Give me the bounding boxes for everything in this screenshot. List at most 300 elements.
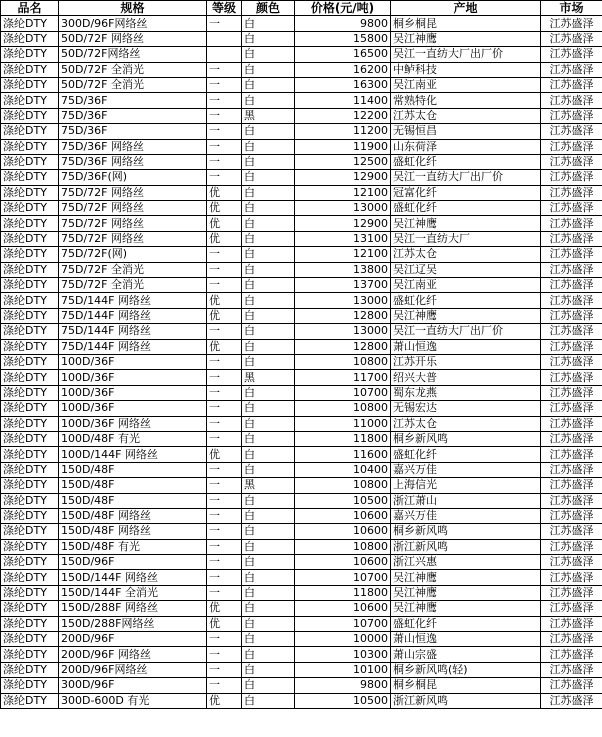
cell-color: 白 [242,31,295,46]
cell-name: 涤纶DTY [1,431,59,446]
table-row [1,139,602,154]
cell-name: 涤纶DTY [1,524,59,539]
table-row [1,262,602,277]
table-row [1,47,602,62]
cell-spec: 75D/144F 网络丝 [59,293,207,308]
table-row [1,201,602,216]
cell-color: 白 [242,47,295,62]
cell-name: 涤纶DTY [1,308,59,323]
cell-price: 10800 [295,478,391,493]
cell-market: 江苏盛泽 [541,201,602,216]
cell-price: 12800 [295,308,391,323]
cell-origin: 吴江神鹰 [391,585,541,600]
cell-grade: 优 [207,201,242,216]
cell-origin: 吴江神鹰 [391,308,541,323]
cell-market: 江苏盛泽 [541,308,602,323]
cell-grade: 一 [207,77,242,92]
cell-grade: 优 [207,601,242,616]
cell-spec: 75D/144F 网络丝 [59,324,207,339]
cell-price: 12500 [295,154,391,169]
cell-origin: 浙江兴惠 [391,555,541,570]
cell-name: 涤纶DTY [1,324,59,339]
cell-name: 涤纶DTY [1,278,59,293]
cell-grade: 一 [207,370,242,385]
cell-origin: 盛虹化纤 [391,293,541,308]
cell-origin: 桐乡新风鸣(轻) [391,662,541,677]
cell-market: 江苏盛泽 [541,77,602,92]
cell-spec: 75D/36F(网) [59,170,207,185]
cell-grade: 一 [207,385,242,400]
cell-origin: 浙江新风鸣 [391,539,541,554]
cell-color: 白 [242,616,295,631]
cell-grade: 优 [207,616,242,631]
table-row [1,77,602,92]
cell-market: 江苏盛泽 [541,278,602,293]
cell-market: 江苏盛泽 [541,585,602,600]
cell-grade: 优 [207,308,242,323]
cell-price: 10100 [295,662,391,677]
cell-spec: 50D/72F 全消光 [59,62,207,77]
cell-price: 10600 [295,508,391,523]
cell-market: 江苏盛泽 [541,647,602,662]
cell-color: 白 [242,570,295,585]
cell-name: 涤纶DTY [1,247,59,262]
table-row [1,16,602,31]
cell-price: 12900 [295,216,391,231]
cell-price: 10300 [295,647,391,662]
table-row [1,370,602,385]
cell-price: 11600 [295,447,391,462]
cell-spec: 100D/36F [59,385,207,400]
cell-origin: 江苏太仓 [391,108,541,123]
cell-grade: 优 [207,447,242,462]
cell-origin: 桐乡新风鸣 [391,431,541,446]
cell-market: 江苏盛泽 [541,632,602,647]
cell-spec: 75D/72F 网络丝 [59,201,207,216]
table-row [1,539,602,554]
cell-color: 白 [242,493,295,508]
cell-price: 11900 [295,139,391,154]
cell-grade: 优 [207,693,242,708]
cell-origin: 江苏太仓 [391,247,541,262]
cell-name: 涤纶DTY [1,339,59,354]
cell-price: 13000 [295,293,391,308]
cell-spec: 100D/144F 网络丝 [59,447,207,462]
cell-spec: 75D/36F [59,93,207,108]
cell-grade: 一 [207,462,242,477]
cell-color: 白 [242,632,295,647]
cell-price: 16500 [295,47,391,62]
cell-origin: 常熟特化 [391,93,541,108]
cell-grade: 一 [207,278,242,293]
cell-name: 涤纶DTY [1,508,59,523]
cell-origin: 桐乡桐昆 [391,678,541,693]
cell-grade: 优 [207,185,242,200]
cell-name: 涤纶DTY [1,462,59,477]
cell-price: 9800 [295,16,391,31]
cell-market: 江苏盛泽 [541,47,602,62]
cell-color: 白 [242,431,295,446]
cell-origin: 浙江新风鸣 [391,693,541,708]
cell-grade: 一 [207,647,242,662]
cell-spec: 75D/144F 网络丝 [59,308,207,323]
cell-price: 10600 [295,555,391,570]
table-row [1,678,602,693]
cell-name: 涤纶DTY [1,108,59,123]
cell-grade: 一 [207,416,242,431]
cell-origin: 蜀东龙燕 [391,385,541,400]
cell-color: 白 [242,508,295,523]
cell-color: 白 [242,62,295,77]
header-price: 价格(元/吨) [295,1,391,16]
cell-market: 江苏盛泽 [541,124,602,139]
cell-grade: 一 [207,662,242,677]
cell-spec: 75D/36F [59,124,207,139]
table-row [1,339,602,354]
cell-name: 涤纶DTY [1,185,59,200]
cell-color: 白 [242,401,295,416]
cell-grade: 一 [207,555,242,570]
cell-name: 涤纶DTY [1,201,59,216]
cell-market: 江苏盛泽 [541,293,602,308]
cell-name: 涤纶DTY [1,154,59,169]
cell-name: 涤纶DTY [1,693,59,708]
table-body [1,16,602,709]
cell-price: 13000 [295,324,391,339]
cell-market: 江苏盛泽 [541,354,602,369]
table-row [1,62,602,77]
cell-spec: 150D/288F 网络丝 [59,601,207,616]
cell-origin: 桐乡桐昆 [391,16,541,31]
cell-market: 江苏盛泽 [541,247,602,262]
cell-origin: 盛虹化纤 [391,201,541,216]
cell-grade: 一 [207,678,242,693]
cell-market: 江苏盛泽 [541,370,602,385]
cell-name: 涤纶DTY [1,385,59,400]
cell-name: 涤纶DTY [1,493,59,508]
cell-color: 白 [242,154,295,169]
cell-spec: 300D/96F [59,678,207,693]
cell-color: 白 [242,539,295,554]
cell-name: 涤纶DTY [1,16,59,31]
table-row [1,508,602,523]
cell-color: 白 [242,77,295,92]
table-row [1,555,602,570]
cell-spec: 75D/72F(网) [59,247,207,262]
cell-origin: 盛虹化纤 [391,616,541,631]
cell-spec: 50D/72F网络丝 [59,47,207,62]
cell-price: 10800 [295,539,391,554]
cell-grade: 一 [207,632,242,647]
cell-origin: 绍兴大普 [391,370,541,385]
cell-name: 涤纶DTY [1,416,59,431]
cell-name: 涤纶DTY [1,62,59,77]
cell-price: 15800 [295,31,391,46]
table-row [1,124,602,139]
cell-spec: 150D/48F 有光 [59,539,207,554]
cell-color: 白 [242,447,295,462]
cell-name: 涤纶DTY [1,678,59,693]
cell-name: 涤纶DTY [1,616,59,631]
cell-grade: 一 [207,170,242,185]
cell-market: 江苏盛泽 [541,478,602,493]
cell-name: 涤纶DTY [1,47,59,62]
cell-market: 江苏盛泽 [541,678,602,693]
table-row [1,601,602,616]
cell-market: 江苏盛泽 [541,570,602,585]
cell-grade: 一 [207,108,242,123]
cell-grade: 一 [207,93,242,108]
cell-origin: 萧山恒逸 [391,632,541,647]
cell-market: 江苏盛泽 [541,431,602,446]
cell-price: 13000 [295,201,391,216]
cell-grade: 一 [207,539,242,554]
cell-color: 白 [242,555,295,570]
cell-market: 江苏盛泽 [541,262,602,277]
cell-name: 涤纶DTY [1,124,59,139]
cell-origin: 江苏太仓 [391,416,541,431]
cell-grade [207,47,242,62]
cell-color: 黑 [242,108,295,123]
cell-origin: 盛虹化纤 [391,154,541,169]
cell-name: 涤纶DTY [1,447,59,462]
cell-name: 涤纶DTY [1,662,59,677]
cell-market: 江苏盛泽 [541,555,602,570]
cell-market: 江苏盛泽 [541,616,602,631]
header-market: 市场 [541,1,602,16]
cell-color: 白 [242,16,295,31]
cell-name: 涤纶DTY [1,216,59,231]
cell-name: 涤纶DTY [1,77,59,92]
cell-spec: 100D/48F 有光 [59,431,207,446]
cell-grade: 一 [207,431,242,446]
cell-spec: 75D/72F 网络丝 [59,185,207,200]
cell-grade: 一 [207,139,242,154]
cell-name: 涤纶DTY [1,93,59,108]
cell-grade: 优 [207,293,242,308]
cell-grade: 一 [207,124,242,139]
cell-color: 白 [242,462,295,477]
cell-spec: 200D/96F 网络丝 [59,647,207,662]
header-grade: 等级 [207,1,242,16]
cell-grade: 优 [207,216,242,231]
cell-price: 11800 [295,431,391,446]
cell-market: 江苏盛泽 [541,62,602,77]
cell-market: 江苏盛泽 [541,493,602,508]
cell-spec: 75D/72F 网络丝 [59,216,207,231]
cell-color: 白 [242,647,295,662]
cell-price: 11000 [295,416,391,431]
table-row [1,308,602,323]
cell-grade: 一 [207,401,242,416]
cell-price: 10800 [295,401,391,416]
cell-origin: 吴江南亚 [391,278,541,293]
cell-spec: 150D/144F 全消光 [59,585,207,600]
cell-origin: 山东荷泽 [391,139,541,154]
cell-spec: 100D/36F [59,354,207,369]
cell-spec: 150D/48F [59,478,207,493]
cell-origin: 吴江一直纺大厂出厂价 [391,47,541,62]
cell-market: 江苏盛泽 [541,385,602,400]
cell-color: 白 [242,231,295,246]
table-row [1,524,602,539]
cell-origin: 嘉兴万佳 [391,462,541,477]
cell-origin: 吴江神鹰 [391,216,541,231]
cell-market: 江苏盛泽 [541,339,602,354]
cell-name: 涤纶DTY [1,370,59,385]
cell-name: 涤纶DTY [1,647,59,662]
cell-grade: 一 [207,354,242,369]
cell-color: 白 [242,308,295,323]
cell-price: 10600 [295,524,391,539]
cell-price: 11200 [295,124,391,139]
cell-name: 涤纶DTY [1,570,59,585]
cell-spec: 50D/72F 全消光 [59,77,207,92]
cell-market: 江苏盛泽 [541,93,602,108]
cell-market: 江苏盛泽 [541,508,602,523]
table-row [1,647,602,662]
table-row [1,662,602,677]
cell-market: 江苏盛泽 [541,601,602,616]
cell-market: 江苏盛泽 [541,447,602,462]
table-row [1,416,602,431]
cell-color: 白 [242,247,295,262]
cell-origin: 中鲈科技 [391,62,541,77]
cell-price: 10500 [295,493,391,508]
cell-market: 江苏盛泽 [541,170,602,185]
cell-spec: 75D/144F 网络丝 [59,339,207,354]
cell-spec: 200D/96F [59,632,207,647]
cell-spec: 150D/48F 网络丝 [59,524,207,539]
cell-name: 涤纶DTY [1,354,59,369]
cell-price: 10700 [295,385,391,400]
cell-name: 涤纶DTY [1,262,59,277]
header-color: 颜色 [242,1,295,16]
cell-market: 江苏盛泽 [541,524,602,539]
cell-name: 涤纶DTY [1,231,59,246]
cell-market: 江苏盛泽 [541,462,602,477]
cell-spec: 100D/36F [59,401,207,416]
cell-spec: 75D/72F 网络丝 [59,231,207,246]
table-row [1,462,602,477]
cell-price: 10000 [295,632,391,647]
table-row [1,447,602,462]
cell-color: 白 [242,185,295,200]
cell-spec: 150D/144F 网络丝 [59,570,207,585]
cell-origin: 上海信光 [391,478,541,493]
cell-color: 白 [242,601,295,616]
cell-origin: 吴江一直纺大厂出厂价 [391,170,541,185]
cell-origin: 萧山宗盛 [391,647,541,662]
cell-spec: 300D/96F网络丝 [59,16,207,31]
cell-market: 江苏盛泽 [541,662,602,677]
cell-market: 江苏盛泽 [541,216,602,231]
cell-color: 白 [242,524,295,539]
header-name: 品名 [1,1,59,16]
table-row [1,493,602,508]
table-row [1,185,602,200]
cell-origin: 无锡恒昌 [391,124,541,139]
cell-price: 11700 [295,370,391,385]
cell-price: 13800 [295,262,391,277]
cell-origin: 盛虹化纤 [391,447,541,462]
cell-origin: 嘉兴万佳 [391,508,541,523]
cell-color: 白 [242,124,295,139]
cell-market: 江苏盛泽 [541,31,602,46]
cell-price: 13100 [295,231,391,246]
cell-name: 涤纶DTY [1,401,59,416]
table-row [1,154,602,169]
table-row [1,293,602,308]
table-row [1,108,602,123]
table-row [1,385,602,400]
header-origin: 产地 [391,1,541,16]
cell-grade: 一 [207,524,242,539]
cell-name: 涤纶DTY [1,478,59,493]
cell-price: 10400 [295,462,391,477]
cell-market: 江苏盛泽 [541,324,602,339]
cell-market: 江苏盛泽 [541,693,602,708]
cell-price: 10700 [295,570,391,585]
table-row [1,354,602,369]
cell-color: 白 [242,678,295,693]
cell-color: 白 [242,201,295,216]
cell-color: 白 [242,216,295,231]
cell-grade: 优 [207,231,242,246]
cell-price: 12200 [295,108,391,123]
cell-name: 涤纶DTY [1,585,59,600]
cell-spec: 150D/288F网络丝 [59,616,207,631]
table-row [1,632,602,647]
table-row [1,216,602,231]
cell-name: 涤纶DTY [1,555,59,570]
cell-origin: 浙江萧山 [391,493,541,508]
cell-origin: 吴江一直纺大厂出厂价 [391,324,541,339]
cell-spec: 75D/36F [59,108,207,123]
cell-spec: 150D/48F [59,493,207,508]
cell-price: 12100 [295,185,391,200]
cell-price: 12900 [295,170,391,185]
cell-origin: 吴江一直纺大厂 [391,231,541,246]
cell-color: 白 [242,170,295,185]
table-row [1,324,602,339]
cell-price: 10700 [295,616,391,631]
cell-origin: 吴江南亚 [391,77,541,92]
cell-spec: 100D/36F 网络丝 [59,416,207,431]
header-spec: 规格 [59,1,207,16]
table-row [1,31,602,46]
cell-name: 涤纶DTY [1,293,59,308]
cell-color: 白 [242,693,295,708]
cell-grade: 一 [207,247,242,262]
cell-color: 白 [242,585,295,600]
cell-price: 12800 [295,339,391,354]
cell-origin: 桐乡新风鸣 [391,524,541,539]
table-row [1,431,602,446]
cell-color: 白 [242,354,295,369]
cell-price: 10600 [295,601,391,616]
cell-grade: 一 [207,262,242,277]
cell-price: 11800 [295,585,391,600]
cell-origin: 吴江神鹰 [391,601,541,616]
cell-color: 白 [242,262,295,277]
cell-spec: 75D/36F 网络丝 [59,154,207,169]
cell-grade: 优 [207,339,242,354]
table-row [1,693,602,708]
table-header [1,1,602,16]
cell-color: 白 [242,93,295,108]
cell-grade: 一 [207,154,242,169]
